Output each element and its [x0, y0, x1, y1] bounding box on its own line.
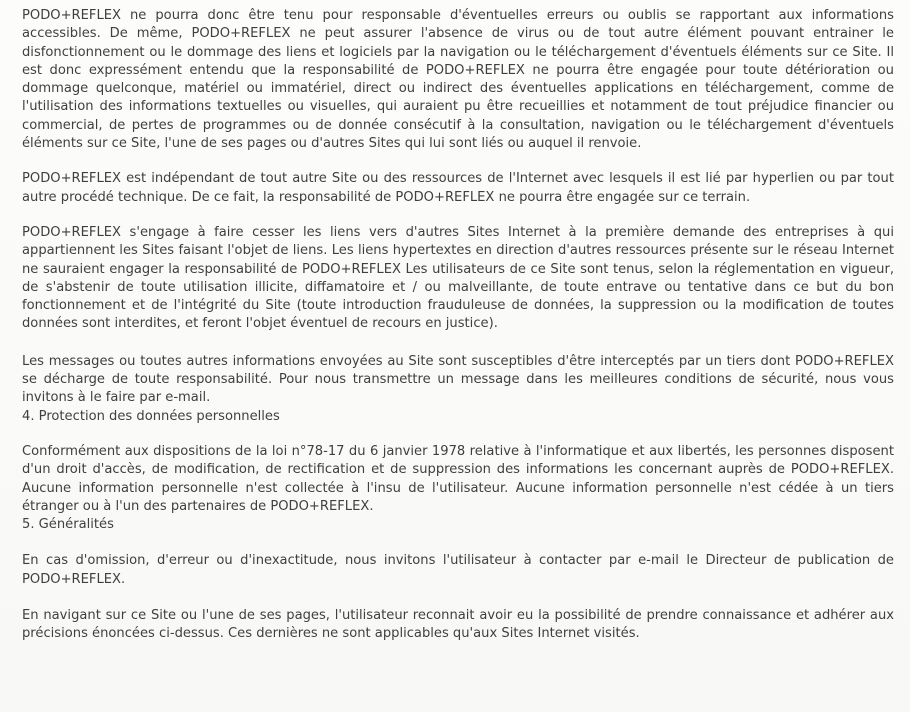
liability-paragraph: PODO+REFLEX ne pourra donc être tenu pour responsable d'éventuelles erreurs ou oublis se rapportant aux informations accessibles. De même, PODO+REFLEX ne peut assurer l'absence de virus ou de tout autre élément pouvant entrainer le disfonctionnement ou le dommage des liens et logiciels par la navigation ou le téléchargement d'éventuels éléments sur ce Site. Il est donc expressément entendu que la responsabilité de PODO+REFLEX ne pourra être engagée pour toute détérioration ou dommage quelconque, matériel ou immatériel, direct ou indirect des éventuelles applications en téléchargement, comme de l'utilisation des informations textuelles ou visuelles, qui auraient pu être recueillies et notamment de tout préjudice financier ou commercial, de pertes de programmes ou de donnée consécutif à la consultation, navigation ou le téléchargement d'éventuels éléments sur ce Site, l'une de ses pages ou d'autres Sites qui lui sont liés ou auquel il renvoie.	[22, 8, 894, 152]
hyperlinks-paragraph: PODO+REFLEX s'engage à faire cesser les liens vers d'autres Sites Internet à la première demande des entreprises à qui appartiennent les Sites faisant l'objet de liens. Les liens hypertextes en direction d'autres ressources présente sur le réseau Internet ne sauraient engager la responsabilité de PODO+REFLEX Les utilisateurs de ce Site sont tenus, selon la réglementation en vigueur, de s'abstenir de toute utilisation illicite, diffamatoire et / ou malveillante, de toute entrave ou tentative dans ce but du bon fonctionnement et de l'intégrité du Site (toute introduction frauduleuse de données, la suppression ou la modification de toutes données sont interdites, et feront l'objet éventuel de recours en justice).	[22, 224, 894, 332]
acceptance-paragraph: En navigant sur ce Site ou l'une de ses pages, l'utilisateur reconnait avoir eu la possibilité de prendre connaissance et adhérer aux précisions énoncées ci-dessus. Ces dernières ne sont applicables qu'aux Sites Internet visités.	[22, 608, 894, 642]
contact-paragraph: En cas d'omission, d'erreur ou d'inexactitude, nous invitons l'utilisateur à contacter par e-mail le Directeur de publication de PODO+REFLEX.	[22, 553, 894, 587]
messages-paragraph: Les messages ou toutes autres informations envoyées au Site sont susceptibles d'être interceptés par un tiers dont PODO+REFLEX se décharge de toute responsabilité. Pour nous transmettre un message dans les meilleures conditions de sécurité, nous vous invitons à le faire par e-mail.	[22, 353, 894, 406]
independence-paragraph: PODO+REFLEX est indépendant de tout autre Site ou des ressources de l'Internet avec lesquels il est lié par hyperlien ou par tout autre procédé technique. De ce fait, la responsabilité de PODO+REFLEX ne pourra être engagée sur ce terrain.	[22, 171, 894, 205]
section-5-heading: 5. Généralités	[22, 517, 114, 533]
section-4-heading: 4. Protection des données personnelles	[22, 408, 280, 424]
data-protection-paragraph: Conformément aux dispositions de la loi n°78-17 du 6 janvier 1978 relative à l'informatique et aux libertés, les personnes disposent d'un droit d'accès, de modification, de rectification et de suppression des informations les concernant auprès de PODO+REFLEX. Aucune information personnelle n'est collectée à l'insu de l'utilisateur. Aucune information personnelle n'est cédée à un tiers étranger ou à l'un des partenaires de PODO+REFLEX.	[22, 443, 894, 514]
